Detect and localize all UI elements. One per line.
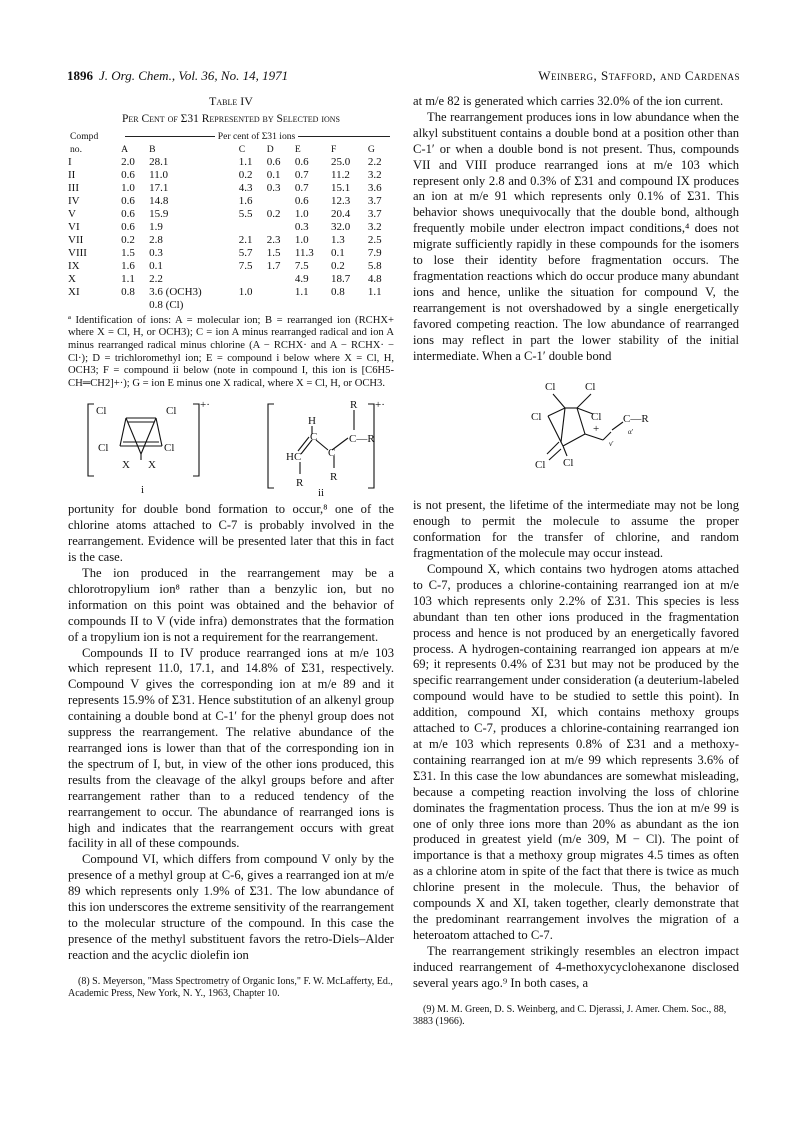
cell-a: 0.6: [121, 207, 135, 220]
cell-c: [237, 273, 265, 286]
cell-f: 20.4: [331, 207, 351, 220]
column-header-row: [68, 143, 394, 156]
cell-g: 5.8: [367, 259, 382, 272]
scheme-c-r: C—R: [623, 413, 649, 426]
label-cl-4: Cl: [164, 442, 175, 455]
cell-d: 2.3: [266, 233, 281, 246]
cell-g: 4.8: [367, 272, 382, 285]
column-header-g: G: [367, 143, 375, 155]
cell-g: 2.2: [367, 155, 382, 168]
column-header-f: F: [331, 143, 337, 155]
cell-f: 12.3: [331, 194, 351, 207]
cell-no: [68, 299, 119, 312]
paragraph: Compound X, which contains two hydrogen atoms attached to C-7, produces a chlorine-containing rearranged ion at m/e 103 which represents only 2.2% of Σ31. This species is less abundant than ten other ions produced in the fragmentation process and hence is not produced by an energetically favored process. A hydrogen-containing rearranged ion appears at m/e 69; it represents 0.4% of Σ31 but may not be produced by the specific rearrangement under consideration (a deuterium-labeled compound would have to be studied to settle this point). In addition, compound XI, which contains methoxy groups attached to C-7, produces a chlorine-containing rearranged ion at m/e 103 which represents 0.8% of Σ31 and a methoxy-containing rearranged ion at m/e 99 which represents 3.6% of Σ31. In this case the low abundances are somewhat misleading, because a competing reaction involving the loss of chlorine dominates the fragmentation process. Thus the ion at m/e 99 is one of only three ions more than 20% as abundant as the ion produced in greatest yield (m/e 309, M − Cl). The point of importance is that a methoxy group migrates 4.5 times as often as a chlorine atom in spite of the fact that there is twice as much chlorine present in the molecule. Thus, the behavior of compounds X and XI, taken together, clearly demonstrate that the predominant rearrangement involves the migration of a heteroatom attached to C-7.: [413, 562, 739, 942]
cell-e: 0.7: [294, 181, 309, 194]
cell-a: 1.6: [121, 259, 135, 272]
cell-f: 0.8: [331, 285, 345, 298]
table-row: [68, 247, 394, 260]
paragraph: portunity for double bond formation to occur,⁸ one of the chlorine atoms attached to C-7 is probably involved in the rearrangement. Evidence will be presented later that this in fact is the case.: [68, 502, 394, 565]
table-row: [68, 156, 394, 169]
cell-a: 0.6: [121, 194, 135, 207]
paragraph: is not present, the lifetime of the intermediate may not be long enough to permit the molecule to assume the proper conformation for the transfer of chlorine, and random fragmentation of the molecule may occur instead.: [413, 498, 739, 561]
cell-g: 3.2: [367, 220, 382, 233]
cell-b: 28.1: [149, 155, 169, 168]
cell-f: 0.1: [331, 246, 345, 259]
paragraph: at m/e 82 is generated which carries 32.0% of the ion current.: [413, 94, 724, 108]
paragraph: Compounds II to IV produce rearranged ions at m/e 103 which represent 11.0, 17.1, and 14.8% of Σ31, respectively. Compound V gives the corresponding ion at m/e 89 and it represents 15.9% of Σ31. Hence substitution of an alkenyl group containing a double bond at C-1′ for the phenyl group does not suppress the rearrangement. The relative abundance of the rearranged ions is lower than that of the corresponding ion in the spectrum of I, but, in view of the other ions produced, this results from the cleavage of the alkyl groups before and after rearrangement rather than to a reduced tendency of the rearrangement to occur. The abundance of rearranged ions is high and indicates that the rearrangement occurs with great facility in all of these compounds.: [68, 645, 394, 851]
cell-g: 3.7: [367, 194, 382, 207]
cell-d: [265, 221, 293, 234]
cell-f: 0.2: [331, 259, 345, 272]
cell-e: 0.3: [294, 220, 309, 233]
table-row: [68, 221, 394, 234]
cell-g: 2.5: [367, 233, 382, 246]
cell-e: 0.6: [294, 155, 309, 168]
cell-d: 0.1: [266, 168, 281, 181]
cell-c: 5.5: [238, 207, 253, 220]
scheme-beta: α′: [628, 428, 634, 437]
data-table: [68, 130, 394, 312]
page-number: 1896: [67, 68, 93, 83]
cell-no: IX: [68, 259, 80, 272]
scheme-cl-4: Cl: [591, 411, 602, 424]
cell-g: 1.1: [367, 285, 382, 298]
cell-c: [237, 221, 265, 234]
cell-a: [119, 299, 147, 312]
label-cl-2: Cl: [166, 405, 177, 418]
column-header-b: B: [149, 143, 156, 155]
cell-c: 7.5: [238, 259, 253, 272]
cell-c: 0.2: [238, 168, 253, 181]
label-c-2: C: [328, 447, 336, 460]
cell-no: VIII: [68, 246, 87, 259]
label-h: H: [308, 415, 316, 428]
label-cl-3: Cl: [98, 442, 109, 455]
header-no: no.: [70, 143, 82, 155]
cell-e: 1.1: [294, 285, 309, 298]
left-footnote: (8) S. Meyerson, "Mass Spectrometry of Organic Ions," F. W. McLafferty, Ed., Academic Press, New York, N. Y., 1963, Chapter 10.: [68, 975, 393, 999]
cell-a: 0.6: [121, 168, 135, 181]
paragraph: Compound VI, which differs from compound V only by the presence of a methyl group at C-6, gives a rearranged ion at m/e 89 which represents only 1.9% of Σ31. The low abundance of this ion underscores the extreme sensitivity of the rearrangement to the molecular structure of the compound. In this case the presence of the methyl substituent favors the retro-Diels–Alder reaction and the acyclic diolefin ion: [68, 852, 394, 962]
table-body: [68, 156, 394, 312]
cell-f: [329, 299, 366, 312]
cell-d: [265, 273, 293, 286]
table-row: [68, 234, 394, 247]
cell-no: V: [68, 207, 76, 220]
dagger-ii: +·: [375, 399, 385, 412]
cell-no: VII: [68, 233, 84, 246]
right-column: [413, 94, 739, 1028]
structures-i-ii: [68, 396, 394, 496]
cell-c: 2.1: [238, 233, 253, 246]
cell-d: 0.6: [266, 155, 281, 168]
table-row: [68, 182, 394, 195]
table-row: [68, 260, 394, 273]
label-i: i: [141, 484, 145, 497]
cell-c: [237, 299, 265, 312]
right-footnote: (9) M. M. Green, D. S. Weinberg, and C. Djerassi, J. Amer. Chem. Soc., 88, 3883 (1966).: [413, 1003, 727, 1027]
cell-b: 2.2: [149, 272, 163, 285]
table-row: [68, 195, 394, 208]
table-row: [68, 208, 394, 221]
table-row: [68, 286, 394, 299]
header-authors: Weinberg, Stafford, and Cardenas: [538, 68, 740, 83]
cell-e: 7.5: [294, 259, 309, 272]
table-footnote: ª Identification of ions: A = molecular ion; B = rearranged ion (RCHX+ where X = Cl, H, or OCH3); C = ion A minus rearranged radical and ion A minus rearranged radical minus chlorine (A − RCHX· and A − RCHX· − Cl·); D = trichloromethyl ion; E = compound i below where X = Cl, H, OCH3; F = compound ii below (note in compound I, this ion is [C6H5-CH═CH2]+·); G = ion E minus one X radical, where X = Cl, H, or OCH3.: [68, 314, 394, 389]
cell-d: 0.2: [266, 207, 281, 220]
cell-d: [265, 286, 293, 299]
label-x-1: X: [122, 459, 130, 472]
cell-f: 18.7: [331, 272, 351, 285]
cell-d: [265, 195, 293, 208]
cell-no: I: [68, 155, 72, 168]
cell-g: 3.7: [367, 207, 382, 220]
label-r-top: R: [350, 399, 358, 412]
cell-b: 14.8: [149, 194, 169, 207]
column-header-d: D: [266, 143, 274, 155]
label-c-1: C: [310, 431, 318, 444]
cell-b: 3.6 (OCH3): [149, 285, 202, 298]
cell-a: 2.0: [121, 155, 135, 168]
cell-e: 0.7: [294, 168, 309, 181]
cell-no: VI: [68, 220, 80, 233]
cell-g: 3.6: [367, 181, 382, 194]
scheme-cl-3: Cl: [531, 411, 542, 424]
scheme-cl-6: Cl: [563, 457, 574, 470]
cell-e: [293, 299, 329, 312]
cell-a: 0.8: [121, 285, 135, 298]
cell-no: II: [68, 168, 76, 181]
column-header-a: A: [121, 143, 129, 155]
cell-e: 0.6: [294, 194, 309, 207]
cell-no: X: [68, 272, 76, 285]
scheme-plus: +: [593, 423, 600, 436]
header-span: Per cent of Σ31 ions: [119, 130, 394, 143]
cell-no: XI: [68, 285, 80, 298]
table-row: [68, 299, 394, 312]
scheme-alpha: ν′: [609, 440, 614, 449]
right-body-text-a: [413, 94, 739, 364]
cell-e: 1.0: [294, 207, 309, 220]
cell-f: 25.0: [331, 155, 351, 168]
cell-e: 1.0: [294, 233, 309, 246]
cell-d: [265, 299, 293, 312]
cell-no: III: [68, 181, 79, 194]
page-header: [67, 68, 740, 88]
cell-d: 1.5: [266, 246, 281, 259]
cell-a: 1.0: [121, 181, 135, 194]
label-r-1: R: [296, 477, 304, 490]
cell-b: 1.9: [149, 220, 163, 233]
cell-b: 0.8 (Cl): [149, 298, 184, 311]
paragraph: The ion produced in the rearrangement may be a chlorotropylium ion⁸ rather than a benzylic ion, but no information on this point was obtained and the behavior of compounds II to V (vide infra) demonstrates that the formation of a tropylium ion is not a requirement for the rearrangement.: [68, 566, 394, 644]
paragraph: The rearrangement strikingly resembles an electron impact induced rearrangement of 4-methoxycyclohexanone disclosed several years ago.⁹ In both cases, a: [413, 943, 739, 990]
paragraph: The rearrangement produces ions in low abundance when the alkyl substituent contains a double bond at a position other than C-1′ or when a double bond is not present. Thus, compounds VII and VIII produce rearranged ions at m/e 103 which represent only 2.8 and 0.3% of Σ31 and compound IX produces an ion at m/e 91 which represents only 0.1% of Σ31. This behavior shows unequivocally that the double bond, although frequently mobile under electron impact conditions,⁴ does not migrate sufficiently rapidly in these compounds for the isomers to lose their identity before fragmentation occurs. The fragmentation reactions which do occur produce many abundant ions and hence, unlike the situation for compound V, the rearrangement is not overshadowed by a single energetically favored competing reaction. The low abundance of rearranged ions may reflect in part the lower stability of the initial intermediate. When a C-1′ double bond: [413, 109, 739, 363]
cell-g: 3.2: [367, 168, 382, 181]
cell-e: 4.9: [294, 272, 309, 285]
scheme-drawing: [413, 374, 739, 490]
label-x-2: X: [148, 459, 156, 472]
left-column: [68, 94, 394, 1000]
left-body-text: [68, 502, 394, 963]
label-r-2: R: [330, 471, 338, 484]
cell-c: 5.7: [238, 246, 253, 259]
cell-f: 11.2: [331, 168, 350, 181]
cell-g: 7.9: [367, 246, 382, 259]
table-caption: Per Cent of Σ31 Represented by Selected ions: [121, 112, 340, 125]
label-c-r: C—R: [349, 433, 375, 446]
cell-b: 11.0: [149, 168, 169, 181]
cell-a: 0.2: [121, 233, 135, 246]
dagger-i: +·: [200, 399, 210, 412]
scheme-cl-2: Cl: [585, 381, 596, 394]
cell-b: 0.1: [149, 259, 163, 272]
cell-c: 1.0: [238, 285, 253, 298]
cell-b: 0.3: [149, 246, 163, 259]
table-label: Table IV: [209, 94, 253, 108]
cell-f: 32.0: [331, 220, 351, 233]
cell-no: IV: [68, 194, 80, 207]
cell-d: 0.3: [266, 181, 281, 194]
table-row: [68, 273, 394, 286]
cell-f: 1.3: [331, 233, 345, 246]
cell-b: 2.8: [149, 233, 163, 246]
label-cl-1: Cl: [96, 405, 107, 418]
journal-citation: J. Org. Chem., Vol. 36, No. 14, 1971: [99, 68, 289, 83]
cell-b: 17.1: [149, 181, 169, 194]
structure-drawing: [68, 396, 394, 496]
scheme-cl-1: Cl: [545, 381, 556, 394]
cell-e: 11.3: [294, 246, 314, 259]
cell-d: 1.7: [266, 259, 281, 272]
cell-a: 1.1: [121, 272, 135, 285]
column-header-c: C: [238, 143, 246, 155]
cell-c: 4.3: [238, 181, 253, 194]
scheme-cl-5: Cl: [535, 459, 546, 472]
cell-a: 1.5: [121, 246, 135, 259]
cell-c: 1.1: [238, 155, 253, 168]
cell-c: 1.6: [238, 194, 253, 207]
label-ii: ii: [318, 487, 325, 497]
right-body-text-b: [413, 498, 739, 991]
scheme-structure: [413, 374, 739, 490]
table-row: [68, 169, 394, 182]
cell-a: 0.6: [121, 220, 135, 233]
column-header-e: E: [294, 143, 301, 155]
cell-g: [366, 299, 394, 312]
header-left: [67, 68, 288, 84]
header-compd: Compd: [70, 130, 99, 142]
cell-f: 15.1: [331, 181, 351, 194]
label-hc: HC: [286, 451, 302, 464]
cell-b: 15.9: [149, 207, 169, 220]
